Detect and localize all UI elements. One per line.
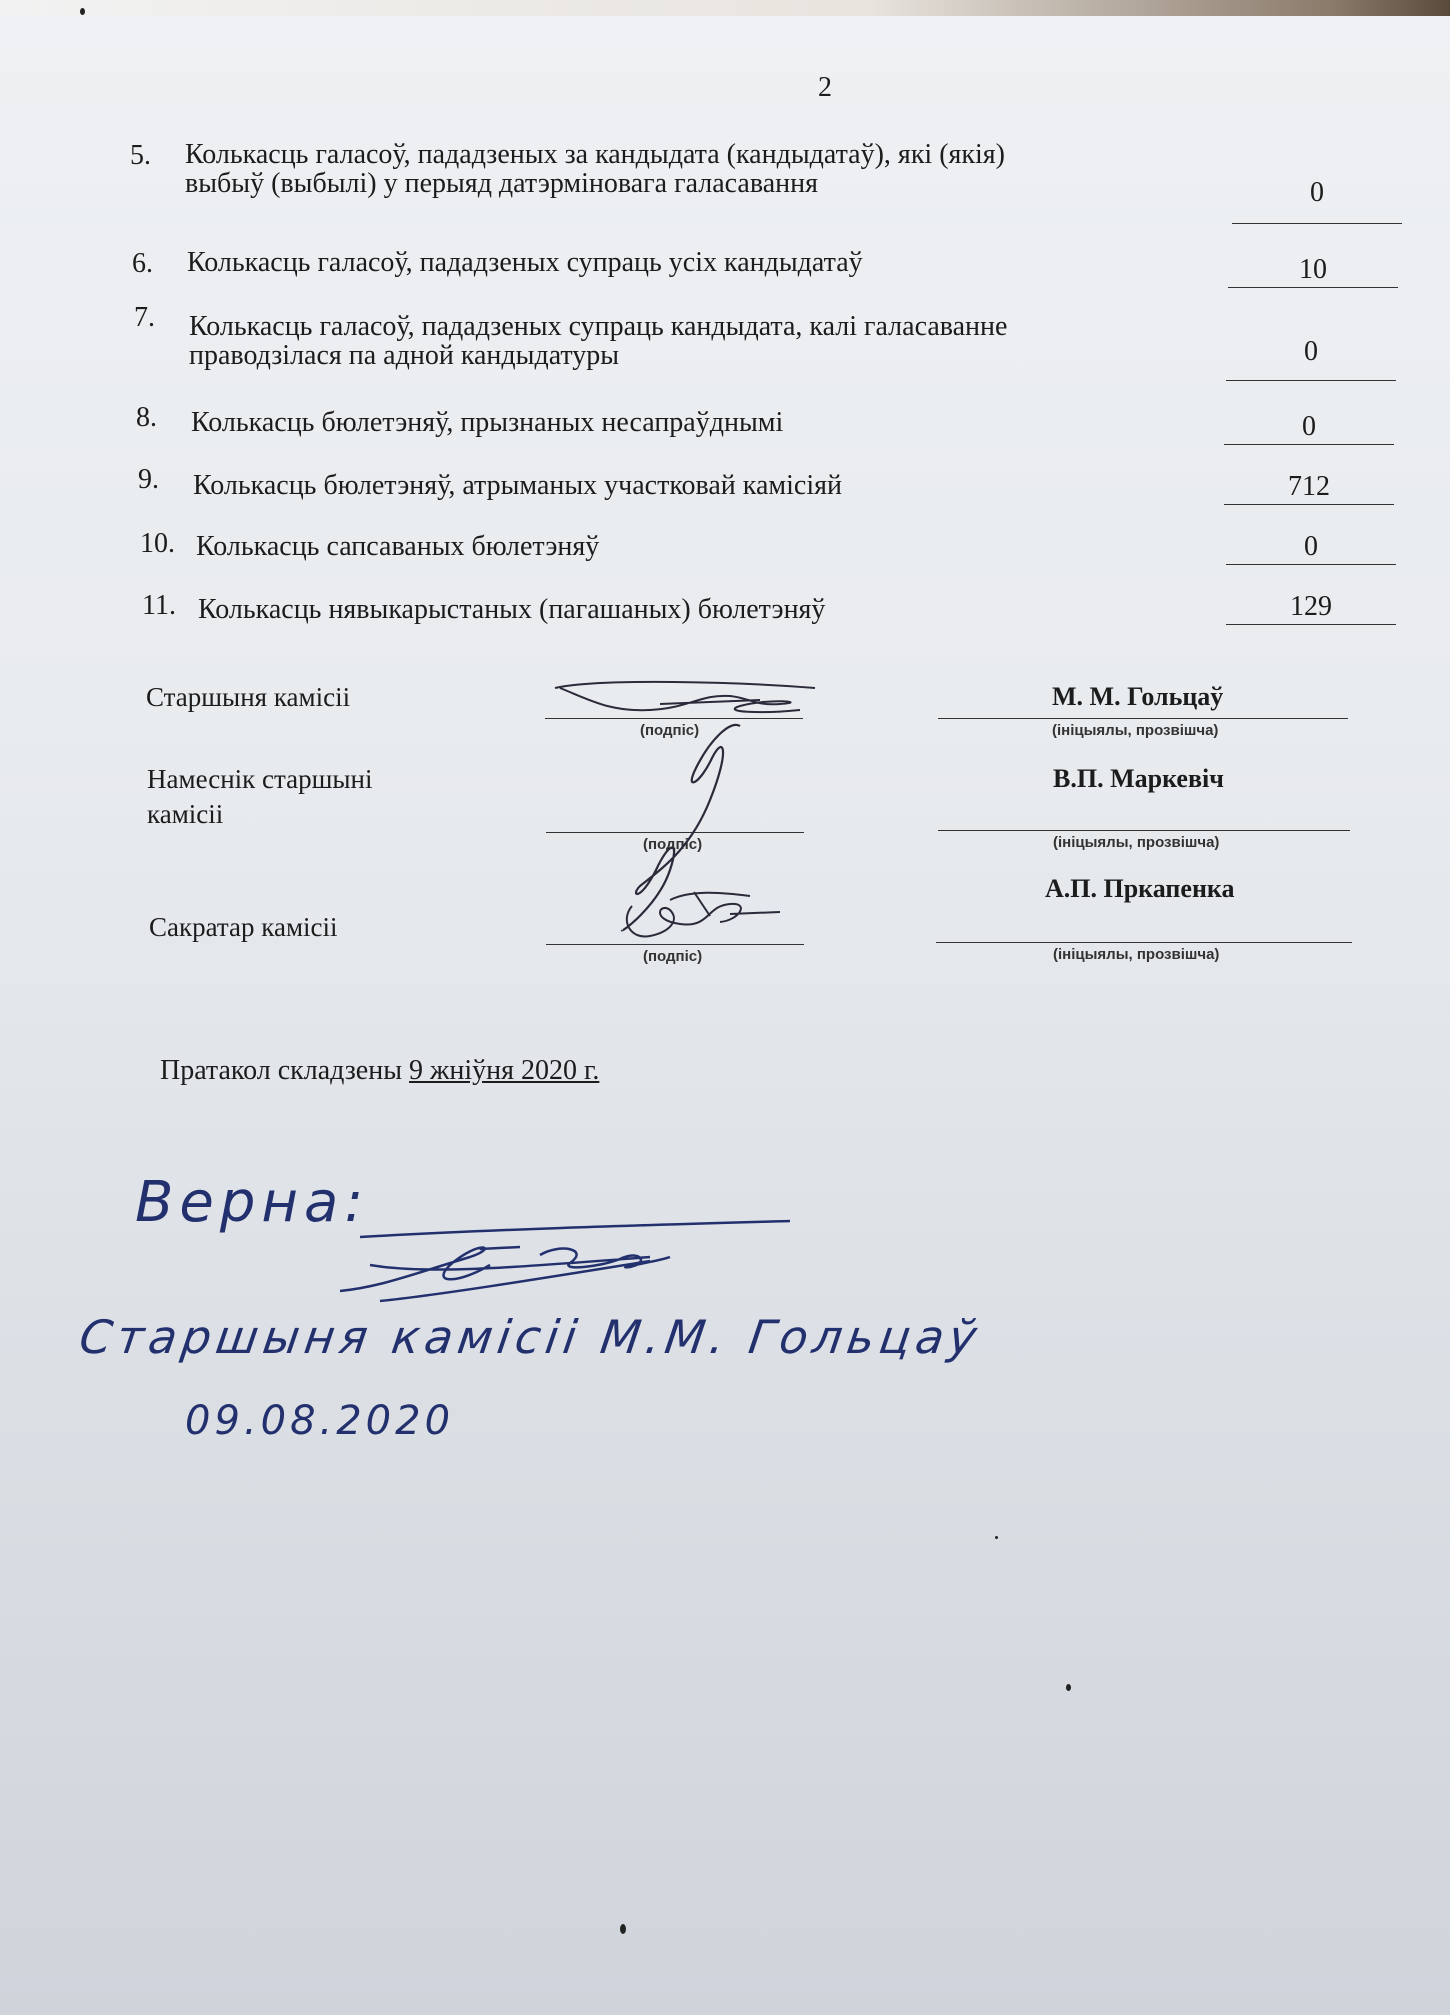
page-number: 2 <box>818 72 832 103</box>
signature-caption: (подпіс) <box>640 722 700 739</box>
item-value: 10 <box>1228 255 1398 288</box>
item-number: 11. <box>142 590 176 621</box>
item-text <box>189 312 1189 370</box>
signatory-name: А.П. Пркапенка <box>1045 874 1235 903</box>
item-value: 0 <box>1226 332 1396 381</box>
ink-speck <box>995 1536 998 1539</box>
paper-top-edge <box>0 0 1450 16</box>
signatory-name: М. М. Гольцаў <box>1052 682 1224 711</box>
secretary-signature-drawing <box>610 880 790 950</box>
protocol-prefix: Пратакол складзены <box>160 1055 410 1086</box>
signature-role <box>146 680 350 715</box>
item-value: 0 <box>1224 412 1394 445</box>
ink-speck <box>1066 1684 1071 1691</box>
item-text-line: Колькасць нявыкарыстаных (пагашаных) бюлетэняў <box>198 594 826 625</box>
item-number: 10. <box>140 528 175 559</box>
item-number: 7. <box>134 302 155 333</box>
signature-role <box>149 910 338 945</box>
signatory-name: В.П. Маркевіч <box>1053 764 1224 793</box>
name-line <box>938 830 1350 831</box>
name-caption: (ініцыялы, прозвішча) <box>1053 946 1220 963</box>
item-number: 8. <box>136 402 157 433</box>
certification-signature-drawing <box>320 1205 800 1315</box>
signature-caption: (подпіс) <box>643 948 703 965</box>
item-text-line: выбыў (выбылі) у перыяд датэрміновага галасавання <box>185 168 818 199</box>
protocol-date-line <box>160 1055 599 1087</box>
item-text-line: Колькасць галасоў, пададзеных за кандыдата (кандыдатаў), які (якія) <box>185 139 1005 170</box>
signature-role-line: Старшыня камісіі <box>146 682 351 712</box>
item-value: 0 <box>1226 532 1396 565</box>
item-number: 6. <box>132 248 153 279</box>
item-text-line: Колькасць бюлетэняў, атрыманых участковай камісіяй <box>193 470 842 501</box>
name-line <box>938 718 1348 719</box>
handwritten-verna: Верна: <box>135 1170 370 1235</box>
item-text <box>187 248 1187 277</box>
name-caption: (ініцыялы, прозвішча) <box>1053 834 1220 851</box>
item-text <box>198 595 1198 624</box>
handwritten-certifier-title: Старшыня камісіі М.М. Гольцаў <box>76 1310 986 1364</box>
item-number: 9. <box>138 464 159 495</box>
item-text <box>191 408 1191 437</box>
signature-role <box>147 762 373 832</box>
item-number: 5. <box>130 140 151 171</box>
signature-role-line: камісіі <box>147 799 224 829</box>
item-value: 129 <box>1226 592 1396 625</box>
ink-speck <box>80 8 85 15</box>
protocol-date: 9 жніўня 2020 г. <box>409 1055 600 1086</box>
item-text <box>185 140 1185 198</box>
handwritten-date: 09.08.2020 <box>185 1398 455 1444</box>
item-value: 712 <box>1224 472 1394 505</box>
name-caption: (ініцыялы, прозвішча) <box>1052 722 1219 739</box>
signature-role-line: Сакратар камісіі <box>149 912 338 942</box>
ink-speck <box>620 1924 626 1934</box>
signature-role-line: Намеснік старшыні <box>147 764 373 794</box>
item-text-line: праводзілася па адной кандыдатуры <box>189 340 620 371</box>
item-text-line: Колькасць галасоў, пададзеных супраць кандыдата, калі галасаванне <box>189 311 1008 342</box>
item-text <box>193 471 1193 500</box>
item-value: 0 <box>1232 175 1402 224</box>
item-text-line: Колькасць галасоў, пададзеных супраць усіх кандыдатаў <box>187 247 863 278</box>
item-text <box>196 532 1196 561</box>
signature-caption: (подпіс) <box>643 836 703 853</box>
item-text-line: Колькасць бюлетэняў, прызнаных несапраўднымі <box>191 407 784 438</box>
item-text-line: Колькасць сапсаваных бюлетэняў <box>196 531 600 562</box>
name-line <box>936 942 1352 943</box>
